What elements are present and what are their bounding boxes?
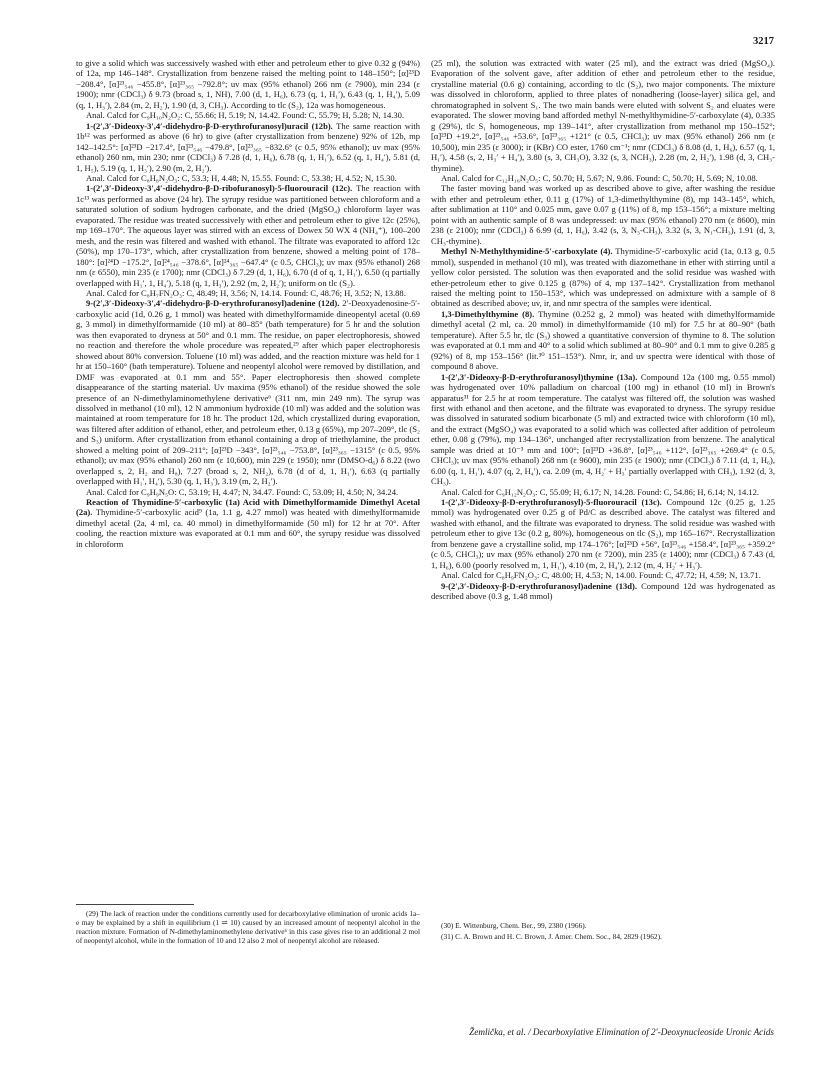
paragraph	[431, 497, 775, 570]
paragraph-text: Anal. Calcd for C₈H₇FN₂O₃: C, 48.49; H, 3.56; N, 14.14. Found: C, 48.76; H, 3.52; N, 13.88.	[86, 287, 406, 298]
paragraph-text: Compound 12c (0.25 g, 1.25 mmol) was hydrogenated over 0.25 g of Pd/C as described above. The catalyst was filtered and washed with ethanol, and the filtrate was evaporated to dryness. The solid residue was washed with petroleum ether to give 13c (0.2 g, 80%), homogeneous on tlc (S₂), mp 165–167°. Recrystallization from benzene gave a crystalline solid, mp 174–176°; [α]²³D +56°, [α]²³₅₄₆ +158.4°, [α]²³₃₆₅ +359.2° (c 0.5, CHCl₃); uv max (95% ethanol) 270 nm (ε 7200), min 235 (ε 1400); nmr (CDCl₃) δ 7.43 (d, 1, H₆), 6.00 (poorly resolved m, 1, H₁′), 4.10 (m, 2, H₄′), 2.12 (m, 4, H₂′ + H₃′).	[431, 497, 775, 570]
footnote: (30) E. Wittenburg, Chem. Ber., 99, 2380 (1966).	[441, 921, 587, 930]
paragraph-text: Anal. Calcd for C₉H₁₂N₂O₃: C, 55.09; H, 6.17; N, 14.28. Found: C, 54.86; H, 6.14; N, 14.12.	[441, 486, 760, 497]
footnote-rule	[76, 904, 194, 905]
footnotes-left	[76, 910, 420, 948]
paragraph-text: to give a solid which was successively washed with ether and petroleum ether to give 0.32 g (94%) of 12a, mp 146–148°. Crystallization from benzene raised the melting point to 148–150°; [α]²³D −208.4°, [α]²³₅₄₆ −455.8°, [α]²³₃₆₅ −792.8°; uv max (95% ethanol) 266 nm (ε 7900), min 234 (ε 1900); nmr (CDCl₃) δ 9.73 (broad s, 1, NH), 7.00 (d, 1, H₆), 6.73 (q, 1, H₁′), 6.43 (q, 1, H₄′), 5.09 (q, 1, H₃′), 2.84 (m, 2, H₂′), 1.90 (d, 3, CH₃). According to tlc (S₂), 12a was homogeneous.	[76, 58, 420, 110]
footnotes-right	[431, 922, 775, 944]
section-heading: Methyl N-Methylthymidine-5′-carboxylate (4).	[441, 246, 613, 257]
paragraph	[76, 183, 420, 288]
right-column	[431, 58, 775, 602]
paragraph	[431, 372, 775, 487]
footnote: (29) The lack of reaction under the conditions currently used for decarboxylative elimination of uronic acids 1a–e may be explained by a shift in equilibrium (1 ⇌ 10) caused by an increased amount of neopentyl alcohol in the reaction mixture. Formation of N-dimethylaminomethylene derivative⁶ in this case gives rise to an additional 2 mol of neopentyl alcohol, while in the formation of 10 and 12 also 2 mol of neopentyl alcohol are released.	[76, 909, 420, 945]
paragraph	[431, 309, 775, 372]
paragraph-text: The reaction with 1c¹³ was performed as above (24 hr). The syrupy residue was partitioned between chloroform and a saturated solution of sodium hydrogen carbonate, and the dried (MgSO₄) chloroform layer was evaporated. The residue was treated successively with ether and petroleum ether to give 12c (25%), mp 169–170°. The aqueous layer was stirred with an excess of Dowex 50 WX 4 (NH₄⁺), 100–200 mesh, and the resin was filtered and washed with ethanol. The filtrate was evaporated to afford 12c (50%), mp 170–173°, which, after crystallization from benzene, showed a melting point of 178–180°: [α]²⁴D −175.2°, [α]²⁴₅₄₆ −378.6°, [α]²⁴₃₆₅ −647.4° (c 0.5, CHCl₃); uv max (95% ethanol) 268 nm (ε 6550), min 235 (ε 1700); nmr (CDCl₃) δ 7.29 (d, 1, H₆), 6.70 (d of q, 1, H₁′), 6.50 (q partially overlapped with H₁′, 1, H₄′), 5.18 (q, 1, H₃′), 2.92 (m, 2, H₂′); uniform on tlc (S₂).	[76, 183, 420, 288]
paragraph-text: Anal. Calcd for C₉H₁₀N₂O₂: C, 55.66; H, 5.19; N, 14.42. Found: C, 55.79; H, 5.28; N, 14.30.	[86, 110, 405, 121]
paragraph	[76, 110, 420, 120]
paragraph	[431, 183, 775, 246]
paragraph	[76, 497, 420, 549]
paragraph-text: Thymidine-5′-carboxylic acid⁹ (1a, 1.1 g, 4.27 mmol) was heated with dimethylformamide dimethyl acetal (2a, 4 ml, ca. 40 mmol) in dimethylformamide (50 ml) for 12 hr at 70°. After cooling, the reaction mixture was evaporated at 0.1 mm and 60°, the syrupy residue was dissolved in chloroform	[76, 507, 420, 549]
section-heading: 1-(2′,3′-Dideoxy-3′,4′-didehydro-β-D-erythrofuranosyl)uracil (12b).	[86, 120, 333, 131]
section-heading: 1-(2′,3′-Dideoxy-3′,4′-didehydro-β-D-ribofuranosyl)-5-fluorouracil (12c).	[86, 183, 353, 194]
paragraph	[76, 121, 420, 173]
section-heading: 1,3-Dimethylthymine (8).	[441, 308, 535, 319]
paragraph-text: Compound 12d was hydrogenated as described above (0.3 g, 1.48 mmol)	[431, 580, 775, 602]
section-heading: 9-(2′,3′-Dideoxy-β-D-erythrofuranosyl)adenine (13d).	[441, 580, 637, 591]
paragraph-text: Thymidine-5′-carboxylic acid (1a, 0.13 g, 0.5 mmol), suspended in methanol (10 ml), was treated with diazomethane in ether with stirring until a yellow color persisted. The solution was then evaporated and the solid residue was washed with ether-petroleum ether to give 0.125 g (87%) of 4, mp 137–142°. Crystallization from methanol raised the melting point to 150–153°, which was undepressed on admixture with a sample of 8 obtained as described above; uv, ir, and nmr spectra of the samples were identical.	[431, 246, 775, 309]
paragraph-text: Anal. Calcd for C₈H₈N₂O₃: C, 53.3; H, 4.48; N, 15.55. Found: C, 53.38; H, 4.52; N, 15.30.	[86, 172, 397, 183]
section-heading: 1-(2′,3′-Dideoxy-β-D-erythrofuranosyl)thymine (13a).	[441, 371, 638, 382]
section-heading: 9-(2′,3′-Dideoxy-3′,4′-didehydro-β-D-erythrofuranosyl)adenine (12d).	[86, 298, 340, 309]
paragraph	[431, 58, 775, 173]
section-heading: Reaction of Thymidine-5′-carboxylic (1a) Acid with Dimethylformamide Dimethyl Acetal (2a).	[76, 497, 420, 518]
paragraph	[431, 570, 775, 580]
paragraph-text: Compound 12a (100 mg, 0.55 mmol) was hydrogenated over 10% palladium on charcoal (100 mg) in ethanol (10 ml) in Brown's apparatus³¹ for 2.5 hr at room temperature. The catalyst was filtered off, the solution was washed first with ethanol and then acetone, and the filtrate was evaporated to dryness. The syrupy residue was dissolved in saturated sodium bicarbonate (5 ml) and extracted twice with chloroform (10 ml), and the extract (MgSO₄) was evaporated to a solid which was collected after addition of petroleum ether, 0.08 g (79%), mp 134–136°, unchanged after recrystallization from benzene. The analytical sample was dried at 10⁻³ mm and 100°; [α]²³D +36.8°, [α]²³₅₄₆ +112°, [α]²³₃₆₅ +269.4° (c 0.5, CHCl₃); uv max (95% ethanol) 268 nm (ε 9600), min 235 (ε 1900); nmr (CDCl₃) δ 7.11 (d, 1, H₆), 6.00 (q, 1, H₁′), 4.07 (q, 2, H₄′), ca. 2.09 (m, 4, H₂′ + H₃′ partially overlapped with CH₃), 1.92 (d, 3, CH₃).	[431, 371, 775, 487]
paragraph	[76, 288, 420, 298]
paragraph	[76, 173, 420, 183]
paragraph-text: Thymine (0.252 g, 2 mmol) was heated with dimethylformamide dimethyl acetal (2 ml, ca. 20 mmol) in dimethylformamide (10 ml) for 7.5 hr at 80–90° (bath temperature). After 5.5 hr, tlc (S₃) showed a quantitative conversion of thymine to 8. The solution was evaporated at 0.1 mm and 40° to a solid which sublimed at 80–90° and 0.1 mm to give 0.285 g (92%) of 8, mp 153–156° (lit.³⁰ 151–153°). Nmr, ir, and uv spectra were identical with those of compound 8 above.	[431, 308, 775, 372]
paragraph	[76, 298, 420, 486]
paragraph-text: Anal. Calcd for C₁₂H₁₆N₂O₅: C, 50.70; H, 5.67; N, 9.86. Found: C, 50.70; H, 5.69; N, 10.08.	[441, 172, 758, 183]
paragraph	[431, 246, 775, 309]
paragraph	[431, 581, 775, 602]
paragraph	[76, 58, 420, 110]
section-heading: 1-(2′,3′-Dideoxy-β-D-erythrofuranosyl)-5-fluorouracil (13c).	[441, 497, 662, 508]
paragraph	[76, 487, 420, 497]
paragraph-text: The same reaction with 1b¹² was performed as above (6 hr) to give (after crystallization from benzene) 92% of 12b, mp 142–142.5°: [α]²³D −217.4°, [α]²³₅₄₆ −479.8°, [α]²³₃₆₅ −832.6° (c 0.5, 95% ethanol); uv max (95% ethanol) 260 nm, min 230; nmr (CDCl₃) δ 7.28 (d, 1, H₆), 6.78 (q, 1, H₁′), 6.52 (q, 1, H₄′), 5.81 (d, 1, H₅), 5.19 (q, 1, H₃′), 2.90 (m, 2, H₂′).	[76, 120, 421, 173]
paragraph	[431, 487, 775, 497]
paragraph-text: The faster moving band was worked up as described above to give, after washing the residue with ether and petroleum ether, 0.11 g (17%) of 1,3-dimethylthymine (8), mp 143–145°, which, after sublimation at 110° and 0.025 mm, gave 0.07 g (11%) of 8, mp 153–156°; a mixture melting point with an authentic sample of 8 was undepressed: uv max (95% ethanol) 270 nm (ε 8600), min 238 (ε 2100); nmr (CDCl₃) δ 6.99 (d, 1, H₆), 3.42 (s, 3, N₃-CH₃), 3.32 (s, 3, N₁-CH₃), 1.91 (d, 3, CH₃-thymine).	[431, 183, 775, 246]
footnote: (31) C. A. Brown and H. C. Brown, J. Amer. Chem. Soc., 84, 2829 (1962).	[441, 931, 662, 941]
paragraph-text: 2′-Deoxyadenosine-5′-carboxylic acid (1d, 0.26 g, 1 mmol) was heated with dimethylformamide dineopentyl acetal (0.69 g, 3 mmol) in dimethylformamide (10 ml) at 80–85° (bath temperature) for 5 hr and the solution was then evaporated to dryness at 50° and 0.1 mm. The residue, on paper electrophoresis, showed no reaction and therefore the whole procedure was repeated,²⁹ after which paper electrophoresis showed about 80% conversion. Toluene (10 ml) was added, and the reaction mixture was held for 1 hr at 150–160° (bath temperature). Toluene and neopentyl alcohol were removed by distillation, and DMF was evaporated at 0.1 mm and 55°. Paper electrophoresis then showed complete disappearance of the starting material. Uv maxima (95% ethanol) of the residue showed the sole presence of an N-dimethylaminomethylene derivative⁶ (311 nm, min 249 nm). The syrup was dissolved in methanol (10 ml), 12 N ammonium hydroxide (10 ml) was added and the solution was maintained at room temperature for 18 hr. The product 12d, which crystallized during evaporation, was filtered after addition of ethanol, ether, and petroleum ether, 0.13 g (65%), mp 207–209°, tlc (S₂ and S₃) uniform. After crystallization from ethanol containing a drop of triethylamine, the product showed a melting point of 209–211°; [α]²³D −343°, [α]²³₅₄₆ −753.8°, [α]²³₃₆₅ −1315° (c 0.5, 95% ethanol); uv max (95% ethanol) 260 nm (ε 10,600), min 229 (ε 1950); nmr (DMSO-d₆) δ 8.22 (two overlapped s, 2, H₂ and H₈), 7.27 (broad s, 2, NH₂), 6.78 (d of d, 1, H₁′), 6.63 (q partially overlapped with H₁′, H₄′), 5.30 (q, 1, H₃′), 3.19 (m, 2, H₂′).	[76, 298, 420, 487]
paragraph-text: Anal. Calcd for C₈H₉FN₂O₃: C, 48.00; H, 4.53; N, 14.00. Found: C, 47.72; H, 4.59; N, 13.71.	[441, 570, 761, 581]
page-footer: Žemlička, et al. / Decarboxylative Elimination of 2′-Deoxynucleoside Uronic Acids	[469, 1027, 774, 1037]
page-number: 3217	[753, 36, 774, 47]
paragraph-text: Anal. Calcd for C₉H₉N₅O: C, 53.19; H, 4.47; N, 34.47. Found: C, 53.09; H, 4.50; N, 34.24.	[86, 486, 399, 497]
left-column	[76, 58, 420, 549]
paragraph	[431, 173, 775, 183]
paragraph-text: (25 ml), the solution was extracted with water (25 ml), and the extract was dried (MgSO₄). Evaporation of the solvent gave, after addition of ether and petroleum ether to the residue, crystalline material (0.6 g) containing, according to tlc (S₂), two major components. The mixture was dissolved in chloroform, applied to three plates of nonadhering (loose-layer) silica gel, and chromatographed in solvent S₁. The two main bands were eluted with solvent S₂ and eluates were evaporated. The slower moving band afforded methyl N-methylthymidine-5′-carboxylate (4), 0.335 g (29%), tlc S₁ homogeneous, mp 139–141°, after crystallization from methanol mp 150–152°; [α]²³D +19.2°, [α]²³₅₄₆ +53.6°, [α]²³₃₆₅ +121° (c 0.5, CHCl₃); uv max (95% ethanol) 266 nm (ε 10,500), min 235 (ε 3000); ir (KBr) CO ester, 1760 cm⁻¹; nmr (CDCl₃) δ 8.08 (d, 1, H₆), 6.57 (q, 1, H₁′), 4.58 (s, 2, H₃′ + H₄′), 3.80 (s, 3, CH₃O), 3.32 (s, 3, NCH₃), 2.28 (m, 2, H₂′), 1.98 (d, 3, CH₃-thymine).	[431, 58, 775, 173]
